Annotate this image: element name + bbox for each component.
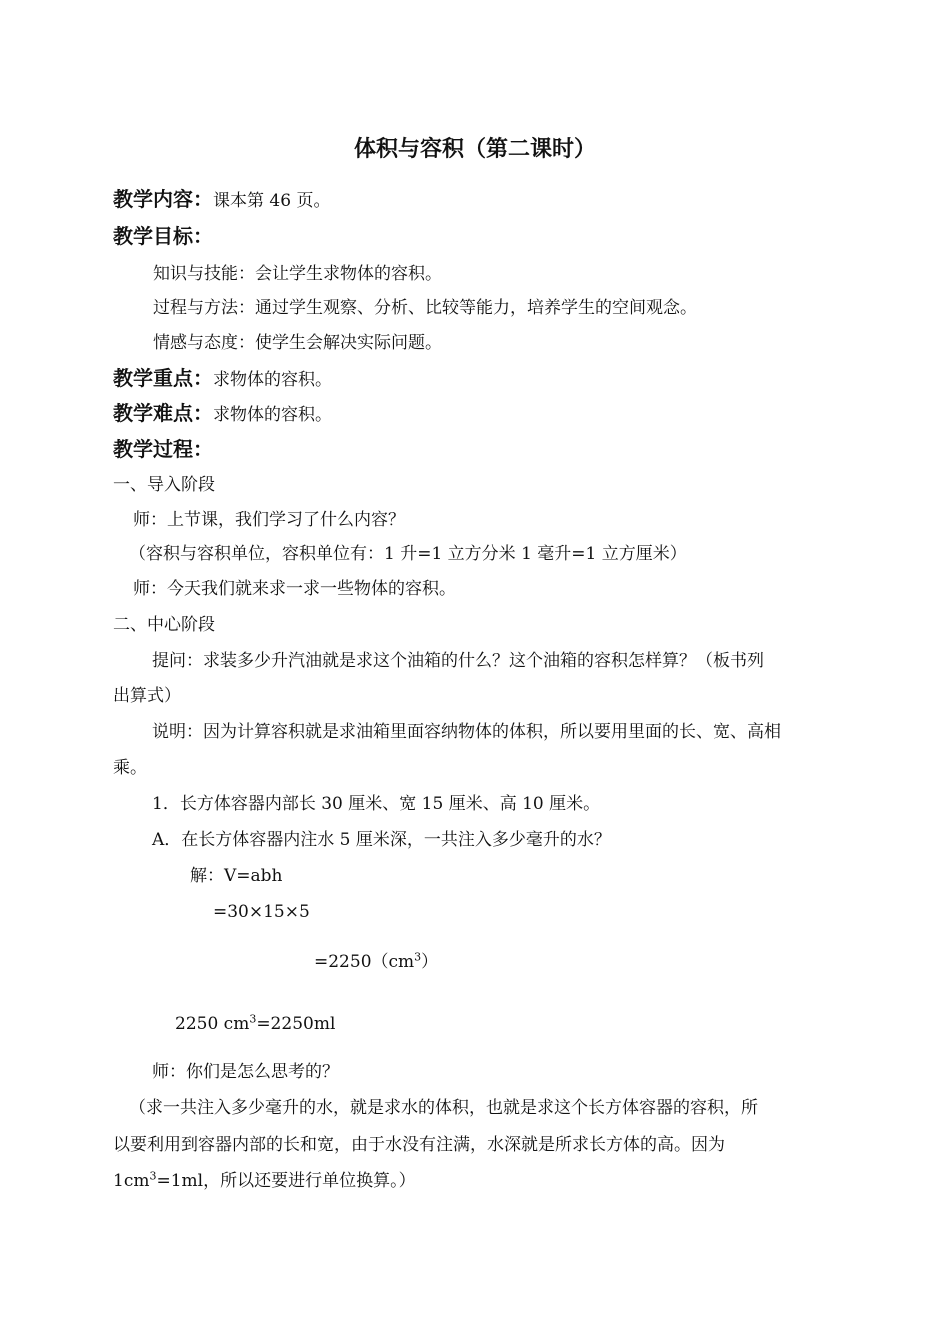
goal-item: 过程与方法：通过学生观察、分析、比较等能力，培养学生的空间观念。 bbox=[153, 298, 697, 318]
problem-part-a: A．在长方体容器内注水 5 厘米深，一共注入多少毫升的水？ bbox=[152, 830, 611, 850]
question-line: 提问：求装多少升汽油就是求这个油箱的什么？这个油箱的容积怎样算？（板书列 bbox=[152, 651, 764, 671]
superscript: 3 bbox=[414, 950, 422, 964]
solution-result-text: =2250（cm bbox=[314, 952, 415, 972]
reason-line: （求一共注入多少毫升的水，就是求水的体积，也就是求这个长方体容器的容积，所 bbox=[129, 1098, 758, 1118]
dialogue-line: 师：上节课，我们学习了什么内容？ bbox=[133, 510, 405, 530]
teaching-content-value: 课本第 46 页。 bbox=[213, 191, 331, 211]
superscript: 3 bbox=[249, 1012, 257, 1026]
teacher-question: 师：你们是怎么思考的？ bbox=[152, 1062, 339, 1082]
solution-result bbox=[314, 950, 438, 974]
solution-line: 解：V=abh bbox=[190, 866, 283, 886]
difficulty bbox=[113, 401, 332, 427]
dialogue-line: 师：今天我们就来求一求一些物体的容积。 bbox=[133, 579, 456, 599]
teaching-process-label: 教学过程： bbox=[113, 437, 213, 461]
goal-item: 情感与态度：使学生会解决实际问题。 bbox=[153, 333, 442, 353]
solution-result-end: ） bbox=[421, 952, 439, 972]
difficulty-value: 求物体的容积。 bbox=[213, 405, 332, 425]
section-heading: 一、导入阶段 bbox=[113, 475, 215, 495]
difficulty-label: 教学难点： bbox=[113, 401, 213, 425]
reason-line bbox=[113, 1169, 416, 1193]
goal-item: 知识与技能：会让学生求物体的容积。 bbox=[153, 264, 442, 284]
key-point bbox=[113, 366, 332, 392]
section-heading: 二、中心阶段 bbox=[113, 615, 215, 635]
reason-line: 以要利用到容器内部的长和宽，由于水没有注满，水深就是所求长方体的高。因为 bbox=[113, 1135, 725, 1155]
unit-conversion bbox=[175, 1012, 335, 1036]
teaching-goals-label: 教学目标： bbox=[113, 224, 213, 248]
unit-conversion-result: =2250ml bbox=[256, 1014, 336, 1034]
question-line: 出算式） bbox=[113, 686, 181, 706]
explain-line: 说明：因为计算容积就是求油箱里面容纳物体的体积，所以要用里面的长、宽、高相 bbox=[152, 722, 781, 742]
reason-unit: 1cm bbox=[113, 1171, 150, 1191]
problem-statement: 1．长方体容器内部长 30 厘米、宽 15 厘米、高 10 厘米。 bbox=[152, 794, 601, 814]
key-point-value: 求物体的容积。 bbox=[213, 370, 332, 390]
key-point-label: 教学重点： bbox=[113, 366, 213, 390]
unit-conversion-text: 2250 cm bbox=[175, 1014, 250, 1034]
dialogue-line: （容积与容积单位，容积单位有：1 升=1 立方分米 1 毫升=1 立方厘米） bbox=[129, 544, 687, 564]
page-title: 体积与容积（第二课时） bbox=[353, 137, 596, 162]
explain-line: 乘。 bbox=[113, 758, 147, 778]
reason-tail: =1ml，所以还要进行单位换算。） bbox=[156, 1171, 416, 1191]
solution-line: =30×15×5 bbox=[213, 902, 310, 922]
teaching-content bbox=[113, 187, 330, 213]
superscript: 3 bbox=[149, 1169, 157, 1183]
teaching-content-label: 教学内容： bbox=[113, 187, 213, 211]
